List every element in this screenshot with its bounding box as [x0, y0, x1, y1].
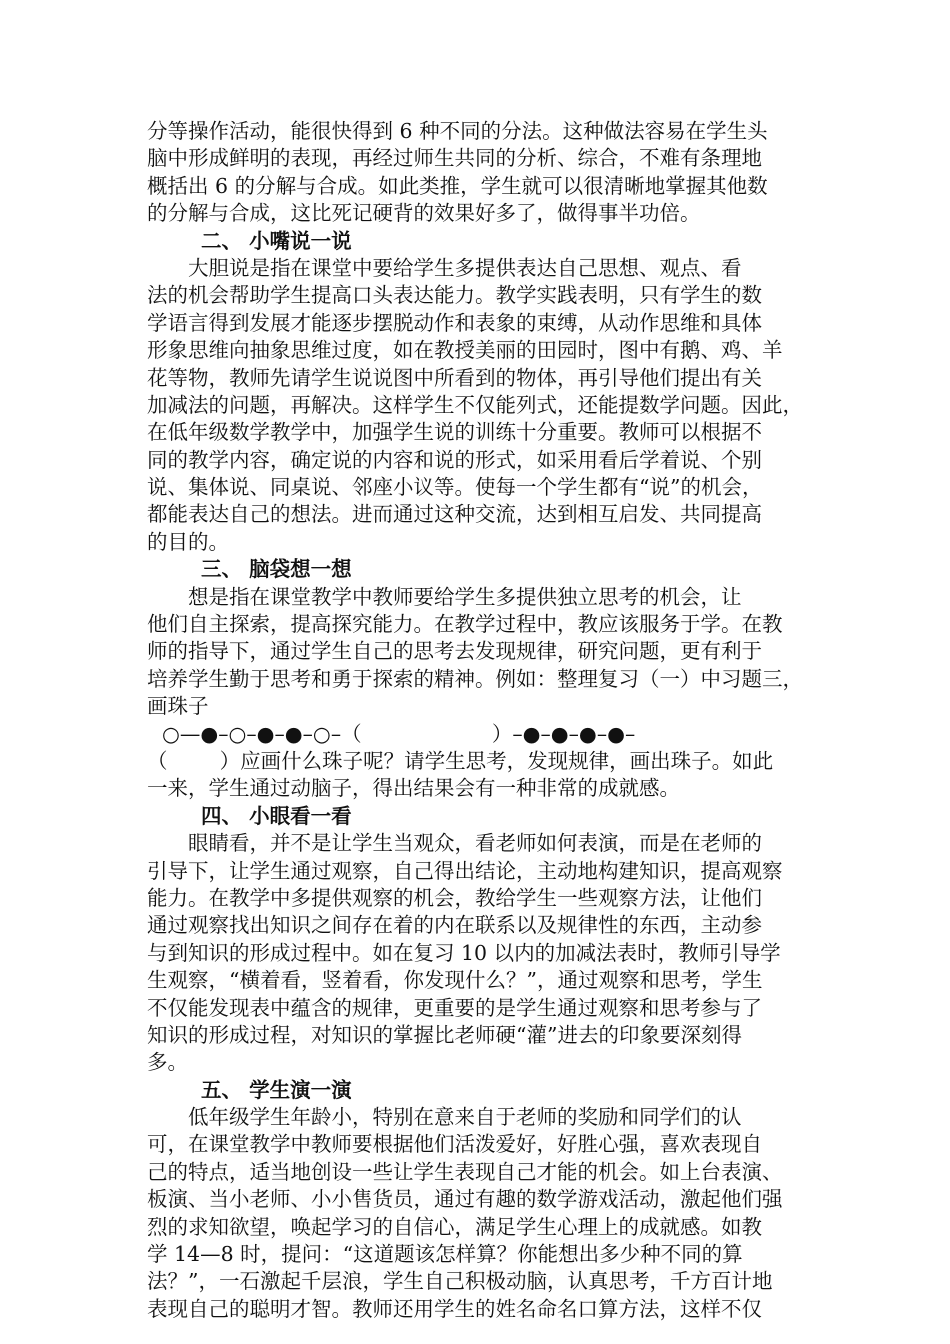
- text-line: 概括出 6 的分解与合成。如此类推，学生就可以很清晰地掌握其他数: [147, 173, 768, 198]
- text-line: 与到知识的形成过程中。如在复习 10 以内的加减法表时，教师引导学: [147, 940, 781, 965]
- text-line: 在低年级数学教学中，加强学生说的训练十分重要。教师可以根据不: [147, 420, 762, 445]
- text-line: 学 14—8 时，提问：“这道题该怎样算？你能想出多少种不同的算: [147, 1242, 743, 1267]
- text-line: 师的指导下，通过学生自己的思考去发现规律，研究问题，更有利于: [147, 639, 762, 664]
- text-line: 表现自己的聪明才智。教师还用学生的姓名命名口算方法，这样不仅: [147, 1296, 762, 1321]
- text-line: 他们自主探索，提高探究能力。在教学过程中，教应该服务于学。在教: [147, 612, 783, 637]
- text-line: 法的机会帮助学生提高口头表达能力。教学实践表明，只有学生的数: [147, 283, 762, 308]
- text-line: 大胆说是指在课堂中要给学生多提供表达自己思想、观点、看: [147, 255, 742, 280]
- text-line: （ ）应画什么珠子呢？请学生思考，发现规律，画出珠子。如此: [147, 748, 774, 773]
- text-line: 法？”，一石激起千层浪，学生自己积极动脑，认真思考，千方百计地: [147, 1269, 773, 1294]
- section-perform: [147, 1077, 807, 1324]
- text-line: 烈的求知欲望，唤起学习的自信心，满足学生心理上的成就感。如教: [147, 1214, 762, 1239]
- text-line: 学语言得到发展才能逐步摆脱动作和表象的束缚，从动作思维和具体: [147, 310, 762, 335]
- text-line: 的分解与合成，这比死记硬背的效果好多了，做得事半功倍。: [147, 201, 701, 226]
- text-line: 知识的形成过程，对知识的掌握比老师硬“灌”进去的印象要深刻得: [147, 1022, 742, 1047]
- text-line: 同的教学内容，确定说的内容和说的形式，如采用看后学着说、个别: [147, 447, 762, 472]
- bead-pattern: ○—●–○–●–●–○–（ ）–●–●–●–●–: [162, 721, 636, 746]
- text-line: 一来，学生通过动脑子，得出结果会有一种非常的成就感。: [147, 776, 680, 801]
- text-line: 形象思维向抽象思维过度，如在教授美丽的田园时，图中有鹅、鸡、羊: [147, 338, 783, 363]
- section-heading: 二、 小嘴说一说: [201, 228, 352, 253]
- text-line: 板演、当小老师、小小售货员，通过有趣的数学游戏活动，激起他们强: [147, 1187, 783, 1212]
- text-line: 脑中形成鲜明的表现，再经过师生共同的分析、综合，不难有条理地: [147, 146, 762, 171]
- section-heading: 四、 小眼看一看: [201, 803, 352, 828]
- text-line: 花等物，教师先请学生说说图中所看到的物体，再引导他们提出有关: [147, 365, 762, 390]
- text-line: 不仅能发现表中蕴含的规律，更重要的是学生通过观察和思考参与了: [147, 995, 762, 1020]
- text-line: 多。: [147, 1050, 188, 1075]
- text-line: 可，在课堂教学中教师要根据他们活泼爱好，好胜心强，喜欢表现自: [147, 1132, 762, 1157]
- text-line: 说、集体说、同桌说、邻座小议等。使每一个学生都有“说”的机会，: [147, 475, 763, 500]
- text-line: 培养学生勤于思考和勇于探索的精神。例如：整理复习（一）中习题三，: [147, 666, 803, 691]
- text-line: 引导下，让学生通过观察，自己得出结论，主动地构建知识，提高观察: [147, 858, 783, 883]
- text-line: 通过观察找出知识之间存在着的内在联系以及规律性的东西，主动参: [147, 913, 762, 938]
- text-line: 加减法的问题，再解决。这样学生不仅能列式，还能提数学问题。因此，: [147, 392, 803, 417]
- document-page: [147, 118, 807, 1323]
- text-line: 都能表达自己的想法。进而通过这种交流，达到相互启发、共同提高: [147, 502, 762, 527]
- section-speak: [147, 228, 807, 557]
- text-line: 低年级学生年龄小，特别在意来自于老师的奖励和同学们的认: [147, 1105, 742, 1130]
- intro-paragraph: [147, 118, 807, 228]
- section-heading: 三、 脑袋想一想: [201, 557, 352, 582]
- text-line: 生观察，“横着看，竖着看，你发现什么？”，通过观察和思考，学生: [147, 968, 763, 993]
- text-line: 己的特点，适当地创设一些让学生表现自己才能的机会。如上台表演、: [147, 1159, 783, 1184]
- text-line: 画珠子: [147, 694, 209, 719]
- text-line: 的目的。: [147, 529, 229, 554]
- section-heading: 五、 学生演一演: [201, 1077, 352, 1102]
- text-line: 眼睛看，并不是让学生当观众，看老师如何表演，而是在老师的: [147, 831, 762, 856]
- section-think: [147, 556, 807, 803]
- text-line: 分等操作活动，能很快得到 6 种不同的分法。这种做法容易在学生头: [147, 119, 768, 143]
- section-observe: [147, 803, 807, 1077]
- text-line: 能力。在教学中多提供观察的机会，教给学生一些观察方法，让他们: [147, 885, 762, 910]
- text-line: 想是指在课堂教学中教师要给学生多提供独立思考的机会，让: [147, 584, 742, 609]
